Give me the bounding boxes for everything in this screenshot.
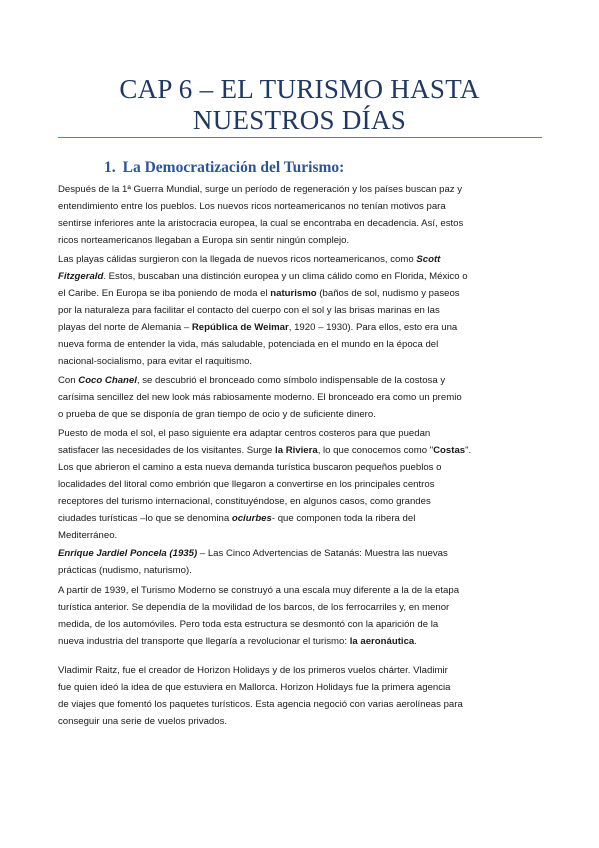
text-run: Las playas cálidas surgieron con la llegada de nuevos ricos norteamericanos, como	[58, 254, 417, 265]
paragraph-warm-beaches	[58, 251, 544, 370]
paragraph-line: localidades del litoral como embrión que llegaron a convertirse en los principales centros	[58, 479, 435, 490]
paragraph-line	[58, 251, 544, 268]
emphasis-scott: Scott	[416, 254, 441, 265]
section-number: 1.	[104, 159, 116, 176]
paragraph-line: receptores del turismo internacional, constituyéndose, en algunos casos, como grandes	[58, 496, 431, 507]
emphasis-coco-chanel: Coco Chanel	[78, 375, 137, 386]
paragraph-line: nacional-socialismo, para evitar el raquitismo.	[58, 356, 253, 367]
paragraph-postwar	[58, 181, 544, 249]
section-heading	[104, 159, 344, 177]
paragraph-line	[58, 268, 544, 285]
paragraph-line	[58, 510, 544, 527]
paragraph-line: nueva forma de entender la vida, más saludable, potenciada en el mundo en la época del	[58, 339, 439, 350]
text-run: – Las Cinco Advertencias de Satanás: Muestra las nuevas	[197, 548, 448, 559]
paragraph-line: carísima sencillez del new look más rabiosamente moderno. El bronceado era como un premio	[58, 392, 462, 403]
paragraph-line	[58, 545, 544, 562]
page-title-line-2: NUESTROS DÍAS	[192, 105, 407, 135]
text-run: Con	[58, 375, 79, 386]
paragraph-line: por la naturaleza para facilitar el contacto del cuerpo con el sol y las brisas marinas en las	[58, 305, 440, 316]
paragraph-line: ricos norteamericanos llegaban a Europa sin sentir ningún complejo.	[58, 235, 350, 246]
paragraph-line: o prueba de que se disponía de gran tiempo de ocio y de suficiente dinero.	[58, 409, 376, 420]
paragraph-line: de viajes que fomentó los paquetes turísticos. Esta agencia negoció con varias aerolíneas para	[58, 699, 463, 710]
paragraph-line: fue quien ideó la idea de que estuviera en Mallorca. Horizon Holidays fue la primera agencia	[58, 682, 451, 693]
paragraph-line: Mediterráneo.	[58, 530, 118, 541]
text-run: playas del norte de Alemania –	[58, 322, 192, 333]
paragraph-line: turística anterior. Se dependía de la movilidad de los barcos, de los ferrocarriles y, en menor	[58, 602, 450, 613]
paragraph-line	[58, 442, 544, 459]
paragraph-line: Vladimir Raitz, fue el creador de Horizon Holidays y de los primeros vuelos chárter. Vladimir	[58, 665, 448, 676]
title-underline-rule	[58, 137, 542, 138]
text-run: satisfacer las necesidades de los visitantes. Surge	[58, 445, 276, 456]
text-run: nueva industria del transporte que llegaría a revolucionar el turismo:	[58, 636, 350, 647]
paragraph-line: Los que abrieron el camino a esta nueva demanda turística buscaron pequeños pueblos o	[58, 462, 442, 473]
text-run: - que componen toda la ribera del	[271, 513, 416, 524]
paragraph-line: Puesto de moda el sol, el paso siguiente era adaptar centros costeros para que puedan	[58, 428, 431, 439]
page-title-line-1: CAP 6 – EL TURISMO HASTA	[119, 74, 480, 104]
paragraph-line	[58, 319, 544, 336]
text-run: . Estos, buscaban una distinción europea y un clima cálido como en Florida, México o	[103, 271, 468, 282]
text-run: , lo que conocemos como "	[317, 445, 434, 456]
paragraph-line: prácticas (nudismo, naturismo).	[58, 565, 192, 576]
emphasis-weimar: República de Weimar	[191, 322, 289, 333]
paragraph-line: sentirse inferiores ante la aristocracia europea, la cual se encontraba en decadencia. Así, estos	[58, 218, 464, 229]
text-run: , 1920 – 1930). Para ellos, esto era una	[288, 322, 458, 333]
text-run: , se descubrió el bronceado como símbolo indispensable de la costosa y	[136, 375, 446, 386]
paragraph-line	[58, 372, 544, 389]
paragraph-riviera	[58, 425, 544, 544]
text-run: el Caribe. En Europa se iba poniendo de moda el	[58, 288, 271, 299]
paragraph-line: entendimiento entre los pueblos. Los nuevos ricos norteamericanos no tenían motivos para	[58, 201, 446, 212]
text-run: (baños de sol, nudismo y paseos	[316, 288, 460, 299]
section-heading-text: La Democratización del Turismo:	[122, 159, 345, 176]
paragraph-line: A partir de 1939, el Turismo Moderno se construyó a una escala muy diferente a la de la etapa	[58, 585, 460, 596]
paragraph-coco-chanel	[58, 372, 544, 423]
text-run: ciudades turísticas –lo que se denomina	[58, 513, 232, 524]
emphasis-la-riviera: la Riviera	[275, 445, 318, 456]
paragraph-vladimir-raitz	[58, 662, 544, 730]
emphasis-naturismo: naturismo	[270, 288, 317, 299]
text-run: .	[414, 636, 417, 647]
paragraph-line: medida, de los automóviles. Pero toda esta estructura se desmontó con la aparición de la	[58, 619, 439, 630]
paragraph-line	[58, 285, 544, 302]
paragraph-jardiel-poncela	[58, 545, 544, 579]
page-title	[60, 74, 539, 136]
emphasis-jardiel-poncela: Enrique Jardiel Poncela (1935)	[58, 548, 198, 559]
text-run: ".	[465, 445, 472, 456]
paragraph-modern-tourism	[58, 582, 544, 650]
emphasis-aeronautica: la aeronáutica	[349, 636, 415, 647]
emphasis-fitzgerald: Fitzgerald	[58, 271, 104, 282]
emphasis-costas: Costas	[433, 445, 466, 456]
paragraph-line: conseguir una serie de vuelos privados.	[58, 716, 228, 727]
paragraph-line	[58, 633, 544, 650]
paragraph-line: Después de la 1ª Guerra Mundial, surge un período de regeneración y los países buscan paz y	[58, 184, 463, 195]
emphasis-ociurbes: ociurbes	[231, 513, 272, 524]
